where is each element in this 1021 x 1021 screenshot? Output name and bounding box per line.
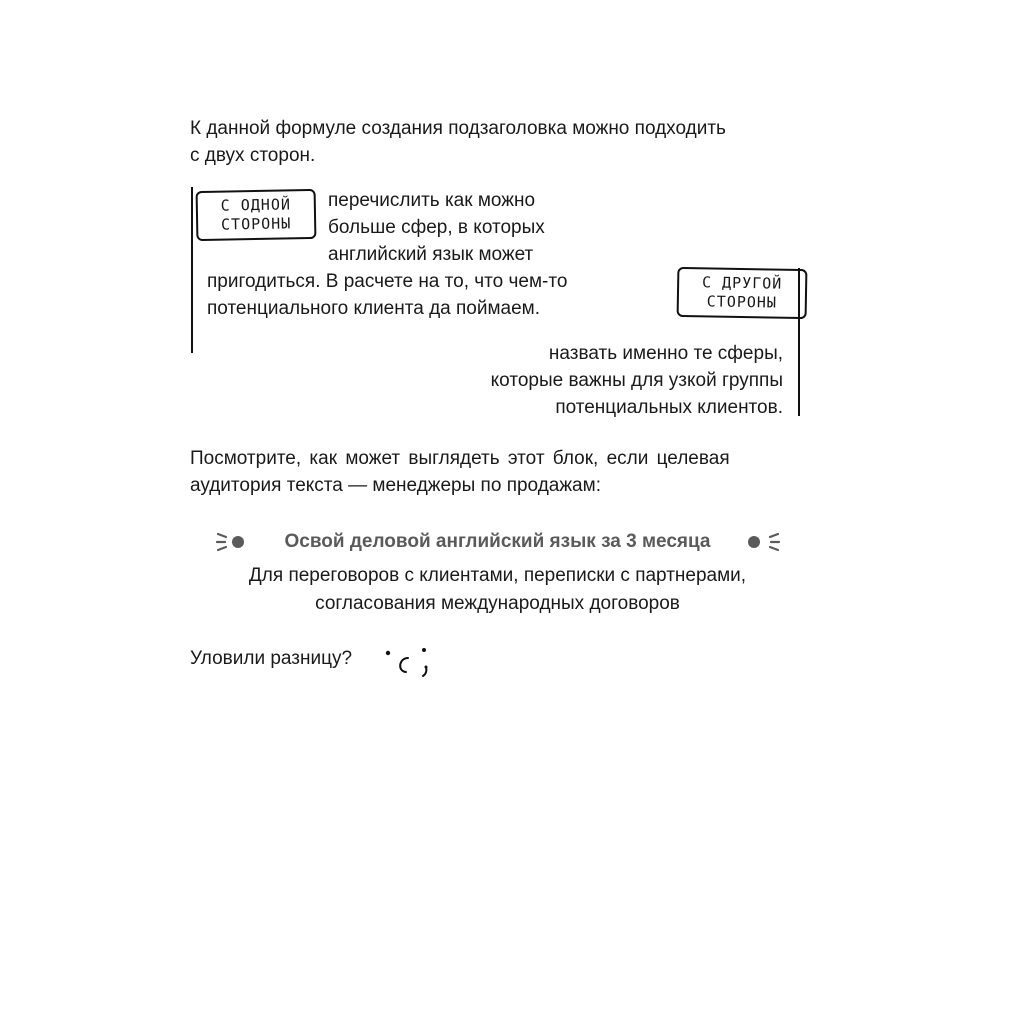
other-side-tag-line-1: С ДРУГОЙ (701, 273, 783, 293)
look-line-2: аудитория текста — менеджеры по продажам: (190, 475, 601, 496)
other-side-line-2: которые важны для узкой группы (490, 370, 783, 391)
one-side-text-bottom (207, 268, 667, 322)
other-side-line-3: потенциальных клиентов. (555, 397, 783, 418)
one-side-tag-line-1: С ОДНОЙ (220, 195, 292, 215)
final-question: Уловили разницу? (190, 648, 353, 669)
look-line-1-text: Посмотрите, как может выглядеть этот блок, если целевая (190, 448, 730, 469)
one-side-tag (196, 189, 317, 241)
look-paragraph-text (190, 445, 805, 499)
intro-line-2: с двух сторон. (190, 145, 316, 166)
other-side-tag (677, 267, 808, 319)
one-side-tag-line-2: СТОРОНЫ (220, 214, 292, 234)
example-sub-line-1: Для переговоров с клиентами, переписки с партнерами, (248, 565, 747, 586)
other-side-tag-line-2: СТОРОНЫ (706, 292, 778, 312)
one-side-line-5: потенциального клиента да поймаем. (207, 298, 541, 319)
one-side-bar (191, 187, 193, 353)
one-side-line-4: пригодиться. В расчете на то, что чем-то (207, 271, 568, 292)
example-title: Освой деловой английский язык за 3 месяца (284, 531, 711, 552)
one-side-line-1: перечислить как можно (328, 190, 536, 211)
intro-line-1: К данной формуле создания подзаголовка можно подходить (190, 118, 726, 139)
example-sub-line-2: согласования международных договоров (315, 593, 680, 614)
other-side-line-1: назвать именно те сферы, (548, 343, 783, 364)
intro-paragraph (190, 115, 805, 169)
one-side-line-3: английский язык может (328, 244, 534, 265)
winking-smiley-icon (382, 645, 432, 677)
one-side-line-2: больше сфер, в которых (328, 217, 545, 238)
example-subtitle (190, 562, 805, 618)
one-side-text-top (328, 187, 628, 268)
other-side-text (420, 340, 783, 421)
right-sparkle-icon (742, 528, 782, 558)
other-side-bar (798, 268, 800, 416)
